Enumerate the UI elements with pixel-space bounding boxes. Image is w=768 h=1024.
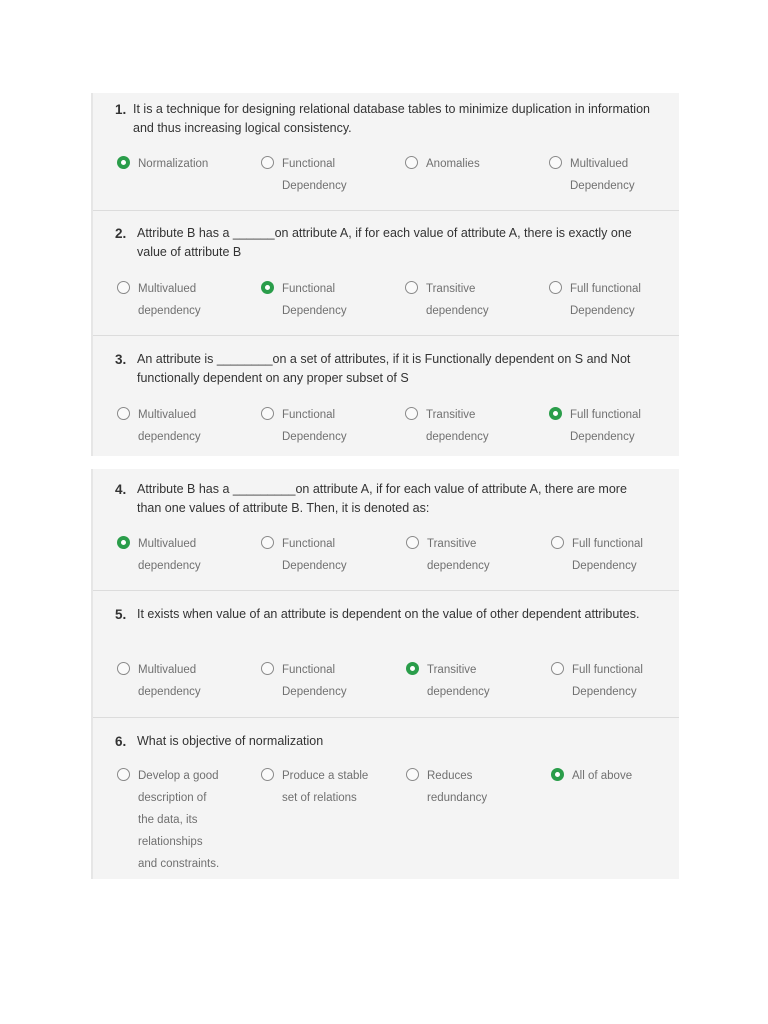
option-label: Multivalued dependency (138, 283, 201, 317)
quiz-panel-1 (91, 93, 679, 456)
option-label: Functional Dependency (282, 158, 347, 192)
radio-icon[interactable] (405, 281, 418, 294)
option-label: Multivalued dependency (138, 664, 201, 698)
option-label: Transitive dependency (427, 538, 490, 572)
question-text: It is a technique for designing relational database tables to minimize duplication in information and thus increasing logical consistency. (133, 102, 650, 135)
question-3 (93, 335, 679, 456)
option-label: Functional Dependency (282, 538, 347, 572)
radio-icon[interactable] (261, 156, 274, 169)
option-label: Functional Dependency (282, 409, 347, 443)
radio-icon[interactable] (261, 768, 274, 781)
radio-icon[interactable] (117, 536, 130, 549)
option-label: Transitive dependency (426, 283, 489, 317)
radio-icon[interactable] (117, 768, 130, 781)
question-number: 6. (115, 734, 127, 749)
option-label: Reduces redundancy (427, 770, 488, 804)
option-label: Produce a stable set of relations (282, 770, 369, 804)
question-number: 1. (115, 102, 127, 117)
question-4 (93, 469, 679, 591)
option-label: Full functional Dependency (570, 409, 641, 443)
radio-icon[interactable] (405, 407, 418, 420)
radio-icon[interactable] (551, 536, 564, 549)
question-text: Attribute B has a ______on attribute A, if for each value of attribute A, there is exactly one value of attribute B (137, 226, 632, 259)
radio-icon[interactable] (117, 281, 130, 294)
radio-icon[interactable] (406, 768, 419, 781)
radio-icon[interactable] (261, 281, 274, 294)
option-label: Functional Dependency (282, 283, 347, 317)
option-label: All of above (572, 770, 633, 782)
option-label: Multivalued dependency (138, 538, 201, 572)
question-number: 3. (115, 352, 127, 367)
radio-icon[interactable] (406, 536, 419, 549)
radio-icon[interactable] (549, 407, 562, 420)
option-label: Anomalies (426, 158, 480, 170)
radio-icon[interactable] (117, 407, 130, 420)
question-text: It exists when value of an attribute is dependent on the value of other dependent attributes. (137, 607, 640, 621)
option-label: Multivalued Dependency (570, 158, 635, 192)
option-label: Develop a good description of the data, its relationships and constraints. (138, 770, 220, 870)
radio-icon[interactable] (261, 536, 274, 549)
option-label: Full functional Dependency (572, 538, 643, 572)
radio-icon[interactable] (261, 662, 274, 675)
option-label: Transitive dependency (426, 409, 489, 443)
radio-icon[interactable] (117, 662, 130, 675)
question-text: An attribute is ________on a set of attributes, if it is Functionally dependent on S and Not functionally dependent on any proper subset of S (137, 352, 631, 385)
question-text: What is objective of normalization (137, 734, 324, 748)
question-1 (93, 93, 679, 211)
option-label: Transitive dependency (427, 664, 490, 698)
radio-icon[interactable] (117, 156, 130, 169)
option-label: Full functional Dependency (570, 283, 641, 317)
quiz-panel-2 (91, 469, 679, 879)
question-5 (93, 590, 679, 718)
question-number: 2. (115, 226, 127, 241)
radio-icon[interactable] (406, 662, 419, 675)
radio-icon[interactable] (551, 662, 564, 675)
radio-icon[interactable] (549, 156, 562, 169)
question-number: 4. (115, 482, 127, 497)
option-label: Normalization (138, 158, 209, 170)
option-label: Functional Dependency (282, 664, 347, 698)
question-text: Attribute B has a _________on attribute A, if for each value of attribute A, there are more than one values of attribute B. Then, it is denoted as: (137, 482, 627, 515)
radio-icon[interactable] (405, 156, 418, 169)
option-label: Full functional Dependency (572, 664, 643, 698)
question-2 (93, 210, 679, 336)
question-number: 5. (115, 607, 127, 622)
radio-icon[interactable] (549, 281, 562, 294)
radio-icon[interactable] (551, 768, 564, 781)
option-label: Multivalued dependency (138, 409, 201, 443)
radio-icon[interactable] (261, 407, 274, 420)
question-6 (93, 717, 679, 879)
